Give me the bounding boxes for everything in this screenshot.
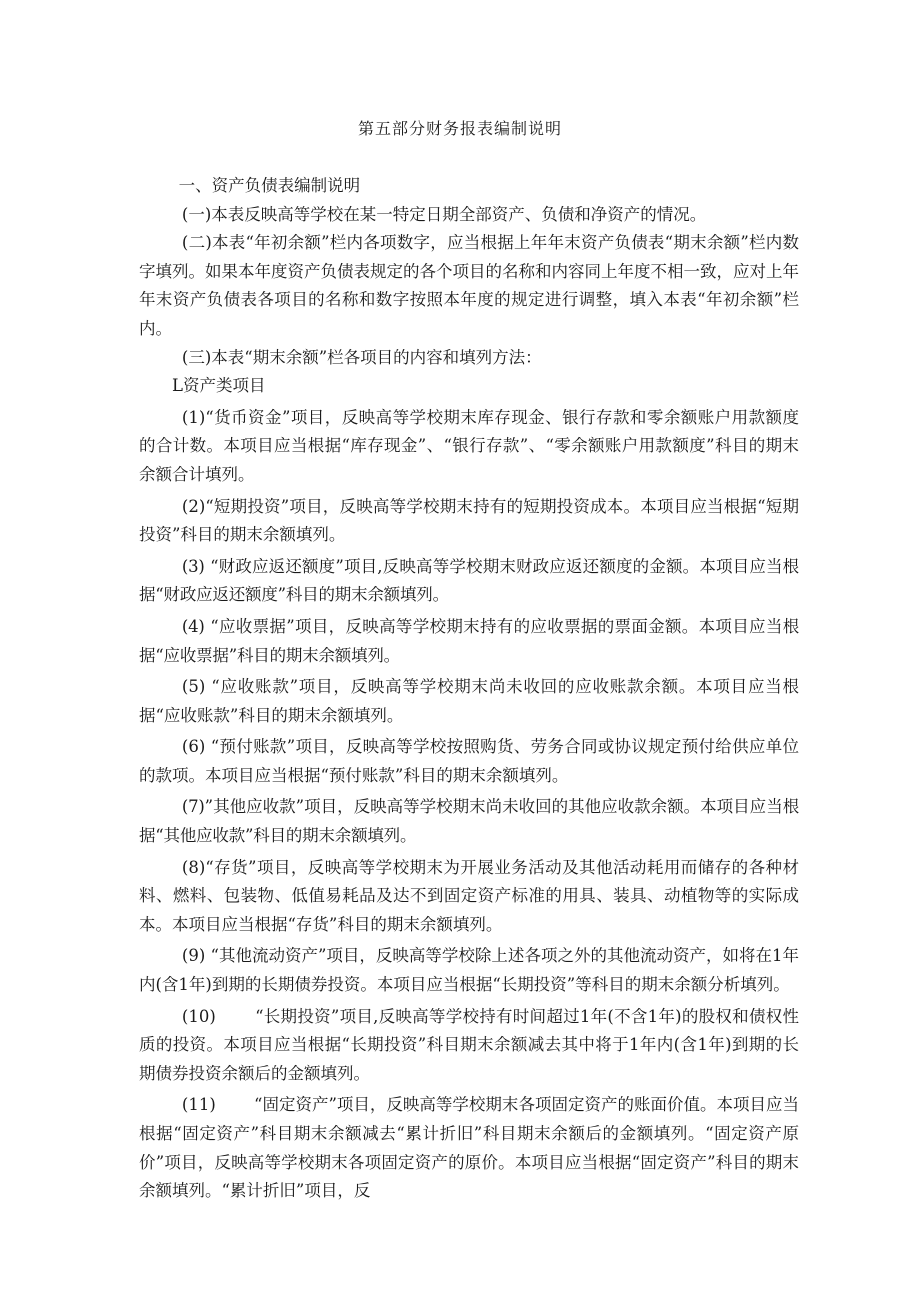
paragraph: (9) “其他流动资产”项目，反映高等学校除上述各项之外的其他流动资产，如将在1年内(含1年)到期的长期债券投资。本项目应当根据“长期投资”等科目的期末余额分析填列。 bbox=[139, 946, 799, 995]
paragraph: (6) “预付账款”项目，反映高等学校按照购货、劳务合同或协议规定预付给供应单位的款项。本项目应当根据“预付账款”科目的期末余额填列。 bbox=[139, 737, 799, 785]
paragraph: (3) “财政应返还额度”项目,反映高等学校期末财政应返还额度的金额。本项目应当根据“财政应返还额度”科目的期末余额填列。 bbox=[139, 556, 799, 605]
paragraph: (7)”其他应收款”项目，反映高等学校期末尚未收回的其他应收款余额。本项目应当根据“其他应收款”科目的期末余额填列。 bbox=[139, 797, 799, 846]
subsection-heading: L资产类项目 bbox=[172, 376, 266, 396]
paragraph: (三)本表“期末余额”栏各项目的内容和填列方法： bbox=[181, 347, 542, 367]
document-body bbox=[139, 172, 799, 1206]
paragraph: (11) “固定资产”项目，反映高等学校期末各项固定资产的账面价值。本项目应当根据“固定资产”科目期末余额减去“累计折旧”科目期末余额后的金额填列。“固定资产原价”项目，反映高等学校期末各项固定资产的原价。本项目应当根据“固定资产”科目的期末余额填列。“累计折旧”项目，反 bbox=[139, 1095, 799, 1201]
paragraph: (4) “应收票据”项目，反映高等学校期末持有的应收票据的票面金额。本项目应当根据“应收票据”科目的期末余额填列。 bbox=[139, 616, 799, 665]
paragraph: (二)本表“年初余额”栏内各项数字，应当根据上年年末资产负债表“期末余额”栏内数字填列。如果本年度资产负债表规定的各个项目的名称和内容同上年度不相一致，应对上年年末资产负债表各项目的名称和数字按照本年度的规定进行调整，填入本表“年初余额”栏内。 bbox=[139, 233, 799, 338]
section-heading: 一、资产负债表编制说明 bbox=[178, 176, 361, 195]
page-title: 第五部分财务报表编制说明 bbox=[357, 119, 562, 138]
paragraph: (2)“短期投资”项目，反映高等学校期末持有的短期投资成本。本项目应当根据“短期投资”科目的期末余额填列。 bbox=[139, 496, 799, 545]
paragraph: (一)本表反映高等学校在某一特定日期全部资产、负债和净资产的情况。 bbox=[181, 204, 707, 224]
paragraph: (1)“货币资金”项目，反映高等学校期末库存现金、银行存款和零余额账户用款额度的合计数。本项目应当根据“库存现金”、“银行存款”、“零余额账户用款额度”科目的期末余额合计填列。 bbox=[139, 407, 799, 484]
paragraph: (8)“存货”项目，反映高等学校期末为开展业务活动及其他活动耗用而储存的各种材料、燃料、包装物、低值易耗品及达不到固定资产标准的用具、装具、动植物等的实际成本。本项目应当根据“存货”科目的期末余额填列。 bbox=[139, 857, 799, 934]
paragraph: (5) “应收账款”项目，反映高等学校期末尚未收回的应收账款余额。本项目应当根据“应收账款”科目的期末余额填列。 bbox=[139, 677, 799, 725]
paragraph: (10) “长期投资”项目,反映高等学校持有时间超过1年(不含1年)的股权和债权性质的投资。本项目应当根据“长期投资”科目期末余额减去其中将于1年内(含1年)到期的长期债券投资余额后的金额填列。 bbox=[139, 1006, 799, 1083]
